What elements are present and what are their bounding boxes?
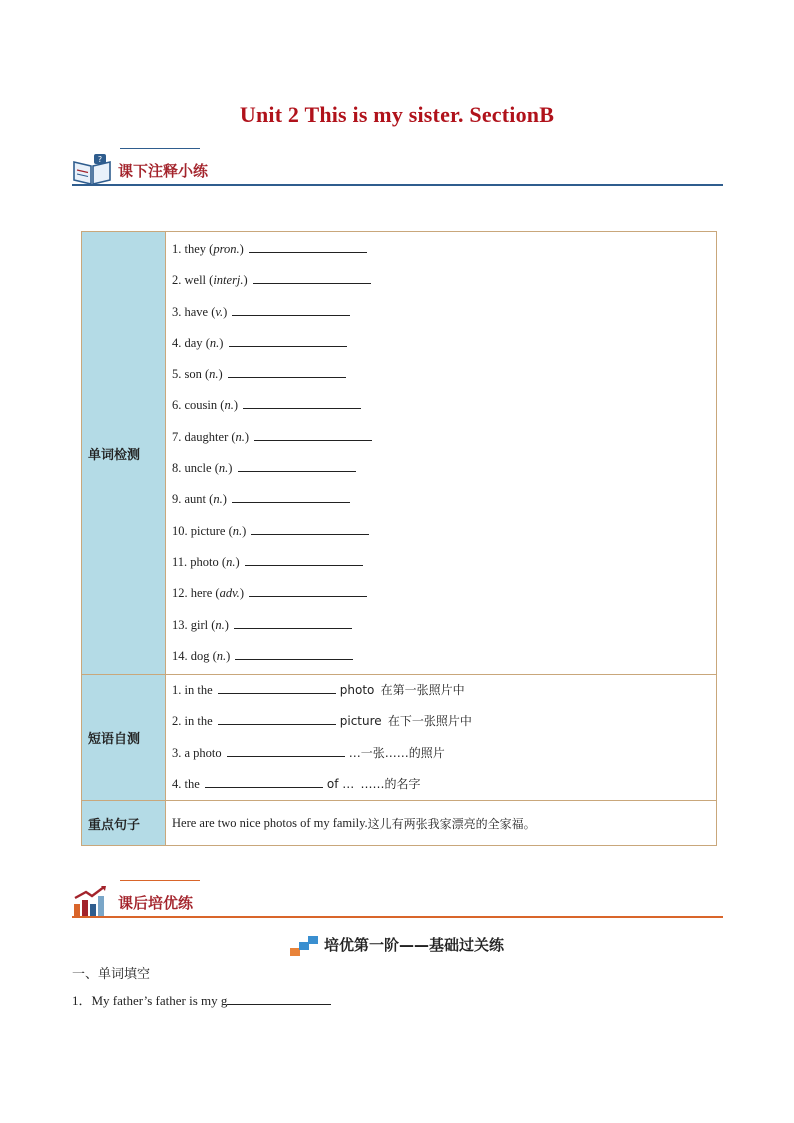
section-label: 课下注释小练 <box>118 162 209 180</box>
book-icon <box>72 152 112 186</box>
header-accent-line <box>120 880 200 881</box>
word-item: 11. photo (n.) <box>172 547 710 578</box>
phrase-zh: 在第一张照片中 <box>380 683 465 698</box>
word-num: 1. <box>172 242 182 256</box>
word-item: 6. cousin (n.) <box>172 390 710 421</box>
word-pos: pron. <box>213 242 240 256</box>
phrase-after: …一张……的照片 <box>348 745 445 760</box>
word-num: 12. <box>172 586 188 601</box>
word-pos: n. <box>215 617 225 632</box>
word-num: 2. <box>172 273 182 288</box>
word-item: 13. girl (n.) <box>172 610 710 641</box>
phrase-before: 1. in the <box>172 683 213 698</box>
word-num: 10. <box>172 523 188 538</box>
word-text: son <box>184 367 202 382</box>
phrase-before: 4. the <box>172 777 200 792</box>
word-pos: n. <box>226 554 236 569</box>
word-item: 10. picture (n.) <box>172 516 710 547</box>
phrase-before: 3. a photo <box>172 745 222 760</box>
vocab-table <box>81 231 717 846</box>
question-text: 1．My father’s father is my g <box>72 993 228 1008</box>
answer-blank[interactable] <box>229 334 347 347</box>
phrase-zh: ……的名字 <box>360 777 421 792</box>
word-text: they <box>184 242 207 256</box>
word-pos: n. <box>224 398 234 413</box>
section-divider <box>72 184 723 186</box>
section-divider <box>72 916 723 918</box>
page-title: Unit 2 This is my sister. SectionB <box>239 102 555 127</box>
word-text: uncle <box>184 461 212 476</box>
word-text: dog <box>190 648 210 663</box>
word-text: have <box>184 304 209 319</box>
sentence-zh: 这儿有两张我家漂亮的全家福。 <box>367 816 536 831</box>
phrase-after: picture <box>339 714 382 729</box>
section-label: 课后培优练 <box>118 894 194 912</box>
answer-blank[interactable] <box>228 365 346 378</box>
answer-blank[interactable] <box>218 681 336 694</box>
answer-blank[interactable] <box>218 712 336 725</box>
answer-blank[interactable] <box>205 775 323 788</box>
phrase-before: 2. in the <box>172 714 213 729</box>
answer-blank[interactable] <box>238 459 356 472</box>
answer-blank[interactable] <box>249 584 367 597</box>
word-text: cousin <box>184 398 218 413</box>
word-pos: interj. <box>213 273 244 288</box>
word-num: 14. <box>172 648 188 663</box>
stage-label: 培优第一阶——基础过关练 <box>323 936 504 954</box>
word-text: daughter <box>184 429 229 444</box>
word-text: day <box>184 335 203 350</box>
word-text: aunt <box>184 492 207 507</box>
phrase-item <box>172 738 710 769</box>
word-pos: n. <box>235 429 245 444</box>
sentence-label: 重点句子 <box>82 801 166 845</box>
word-pos: n. <box>216 648 227 663</box>
word-text: girl <box>190 617 209 632</box>
word-pos: v. <box>215 304 224 319</box>
answer-blank[interactable] <box>235 647 353 660</box>
word-item: 12. here (adv.) <box>172 578 710 609</box>
word-pos: n. <box>209 335 220 350</box>
answer-blank[interactable] <box>254 428 372 441</box>
answer-blank[interactable] <box>227 992 331 1005</box>
answer-blank[interactable] <box>234 616 352 629</box>
phrase-zh: 在下一张照片中 <box>387 714 472 729</box>
answer-blank[interactable] <box>245 553 363 566</box>
phrase-after: photo <box>339 683 375 698</box>
answer-blank[interactable] <box>253 271 371 284</box>
word-num: 8. <box>172 461 182 476</box>
phrase-after: of … <box>326 777 355 792</box>
word-text: picture <box>190 523 226 538</box>
word-num: 5. <box>172 367 182 382</box>
word-item: 2. well (interj.) <box>172 265 710 296</box>
svg-text:?: ? <box>97 155 103 164</box>
stage-heading <box>0 934 794 956</box>
sentence-content <box>166 801 716 845</box>
sentence-en: Here are two nice photos of my family. <box>172 815 368 830</box>
stairs-icon <box>290 936 318 956</box>
word-item: 1. they (pron.) <box>172 234 710 265</box>
word-num: 13. <box>172 617 188 632</box>
word-num: 7. <box>172 429 182 444</box>
word-pos: n. <box>209 367 219 382</box>
section-header-notes <box>72 148 723 188</box>
answer-blank[interactable] <box>251 522 369 535</box>
word-text: well <box>184 273 207 288</box>
words-list <box>166 232 716 674</box>
phrase-item <box>172 769 710 800</box>
word-num: 11. <box>172 554 188 569</box>
phrases-row <box>82 674 716 800</box>
word-num: 4. <box>172 335 182 350</box>
answer-blank[interactable] <box>227 744 345 757</box>
part-heading: 一、单词填空 <box>72 967 151 982</box>
word-num: 9. <box>172 492 182 507</box>
word-item: 7. daughter (n.) <box>172 422 710 453</box>
word-pos: adv. <box>219 586 240 601</box>
words-label: 单词检测 <box>82 232 166 674</box>
answer-blank[interactable] <box>232 303 350 316</box>
word-item: 8. uncle (n.) <box>172 453 710 484</box>
phrases-list <box>166 675 716 800</box>
word-item: 9. aunt (n.) <box>172 484 710 515</box>
word-num: 3. <box>172 304 182 319</box>
sentence-row <box>82 800 716 845</box>
answer-blank[interactable] <box>243 396 361 409</box>
phrase-item <box>172 675 710 706</box>
answer-blank[interactable] <box>249 240 367 253</box>
word-num: 6. <box>172 398 182 413</box>
word-item: 4. day (n.) <box>172 328 710 359</box>
word-item: 14. dog (n.) <box>172 641 710 672</box>
word-text: here <box>190 586 213 601</box>
phrases-label: 短语自测 <box>82 675 166 800</box>
word-text: photo <box>190 554 219 569</box>
words-row <box>82 232 716 674</box>
word-item: 3. have (v.) <box>172 297 710 328</box>
answer-blank[interactable] <box>232 490 350 503</box>
word-pos: n. <box>218 461 229 476</box>
question-1 <box>72 990 331 1009</box>
bar-chart-icon <box>72 884 112 918</box>
phrase-item <box>172 706 710 737</box>
word-item: 5. son (n.) <box>172 359 710 390</box>
word-pos: n. <box>213 492 223 507</box>
word-pos: n. <box>232 523 243 538</box>
header-accent-line <box>120 148 200 149</box>
section-header-practice <box>72 880 723 920</box>
